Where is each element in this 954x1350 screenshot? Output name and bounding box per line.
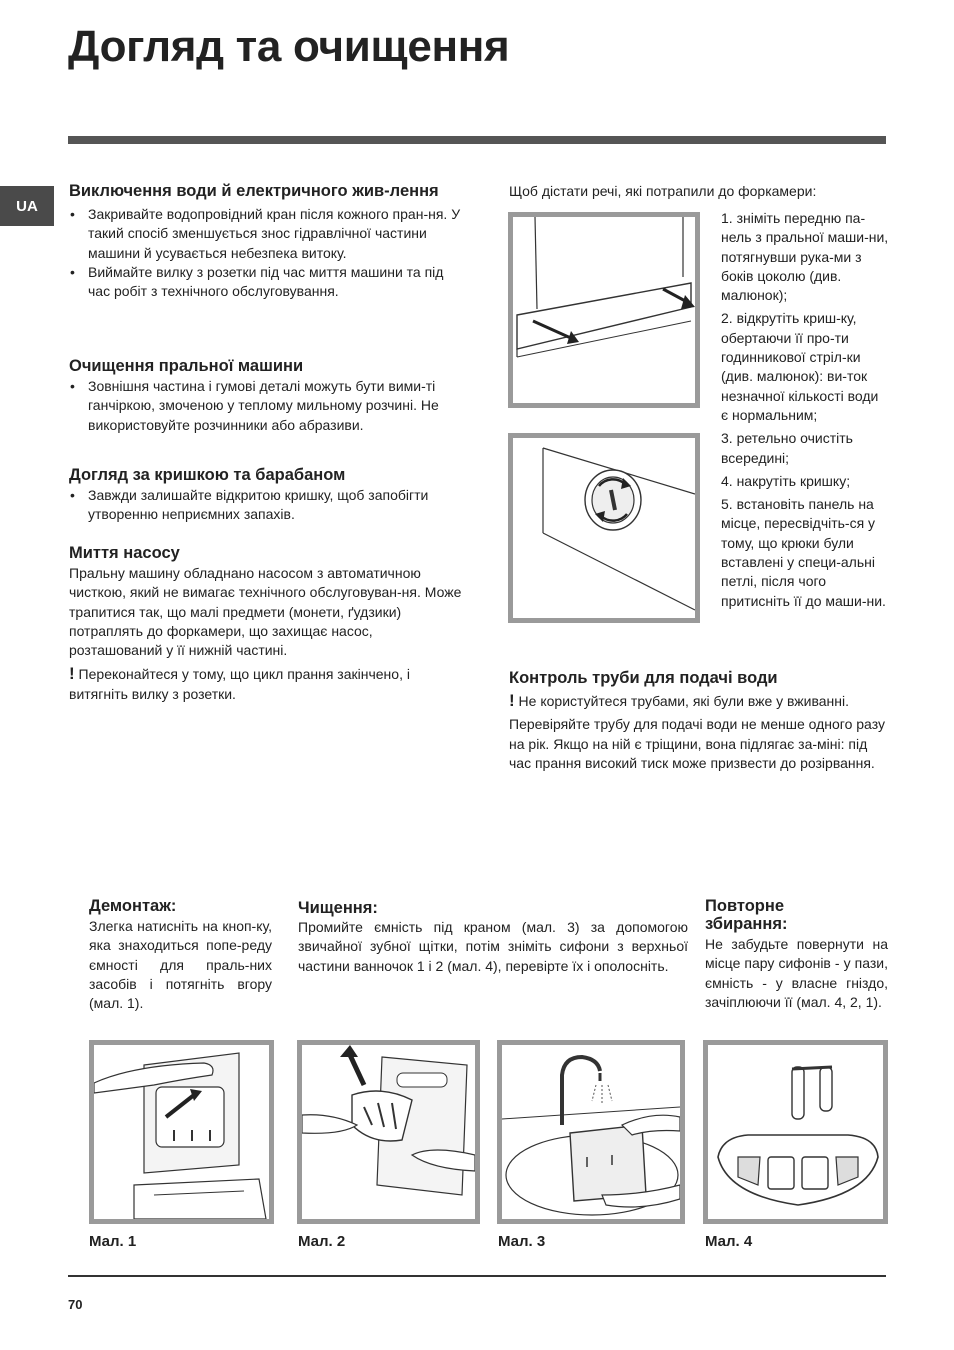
steps-list bbox=[721, 209, 889, 611]
figure-2 bbox=[297, 1040, 480, 1224]
figure-front-panel bbox=[508, 212, 700, 408]
figure-2-caption: Мал. 2 bbox=[298, 1233, 346, 1250]
warning-icon: ! bbox=[509, 691, 515, 710]
disassembly-text: Злегка натисніть на кноп-ку, яка знаходиться попе-реду ємності для праль-них засобів і потягніть вгору (мал. 1). bbox=[89, 918, 272, 1012]
bullet-list bbox=[69, 486, 461, 525]
rinse-under-tap-illustration bbox=[502, 1045, 680, 1219]
figure-1-caption: Мал. 1 bbox=[89, 1233, 137, 1250]
section-hose-check bbox=[509, 669, 889, 773]
section-heading: Догляд за кришкою та барабаном bbox=[69, 466, 346, 484]
bullet-list bbox=[69, 377, 461, 435]
hose-warning bbox=[509, 691, 889, 711]
figure-4-caption: Мал. 4 bbox=[705, 1233, 753, 1250]
section-heading: Миття насосу bbox=[69, 544, 180, 562]
reassembly-text: Не забудьте повернути на місце пару сифонів - у пази, ємність - у власне гніздо, зачіплюючи її (мал. 4, 2, 1). bbox=[705, 936, 888, 1010]
bullet-list bbox=[69, 205, 461, 301]
list-item: • Завжди залишайте відкритою кришку, щоб запобігти утворенню неприємних запахів. bbox=[69, 486, 461, 525]
page-title: Догляд та очищення bbox=[68, 22, 510, 71]
warning-text: Не користуйтеся трубами, які були вже у вживанні. bbox=[514, 693, 850, 709]
section-heading: Виключення води й електричного жив-лення bbox=[69, 182, 439, 200]
list-item: 2. відкрутіть криш-ку, обертаючи її про-ти годинникової стріл-ки (див. малюнок): ви-ток незначної кількості води є нормальним; bbox=[721, 310, 879, 423]
washing-text: Промийте ємність під краном (мал. 3) за допомогою звичайної зубної щітки, потім зніміть сифони з верхньої частини ванночок 1 і 2 (мал. 4), перевірте їх і ополосніть. bbox=[298, 919, 688, 974]
list-item: 4. накрутіть кришку; bbox=[721, 472, 851, 489]
list-item: 1. зніміть передню па-нель з пральної маши-ни, потягнувши рука-ми з боків цоколю (див. малюнок); bbox=[721, 210, 889, 304]
language-tab: UA bbox=[0, 186, 54, 226]
warning-icon: ! bbox=[69, 664, 75, 684]
warning-text: Переконайтеся у тому, що цикл прання закінчено, і витягніть вилку з розетки. bbox=[69, 666, 410, 702]
prechamber-intro: Щоб дістати речі, які потрапили до форкамери: bbox=[509, 183, 817, 199]
section-heading: Повторне збирання: bbox=[705, 897, 788, 933]
list-item: • Зовнішня частина і гумові деталі можуть бути вими-ті ганчіркою, змоченою у теплому мильному розчині. Не використовуйте розчинники або абразиви. bbox=[69, 377, 461, 435]
figure-3 bbox=[497, 1040, 685, 1224]
section-heading: Очищення пральної машини bbox=[69, 357, 304, 375]
drawer-removal-illustration bbox=[94, 1045, 269, 1219]
list-item: • Виймайте вилку з розетки під час миття машини та під час робіт з технічного обслуговування. bbox=[69, 263, 461, 302]
section-heading: Демонтаж: bbox=[89, 897, 177, 915]
prechamber-steps bbox=[721, 209, 889, 615]
pump-body-text: Пральну машину обладнано насосом з автоматичною чисткою, який не вимагає технічного обслуговуван-ня. Може трапитися так, що малі предмети (монети, ґудзики) потраплять до форкамери, що захищає насос, розташований у її нижній частині. bbox=[69, 565, 462, 659]
list-item: • Закривайте водопровідний кран після кожного пран-ня. У такий спосіб зменшується знос гідравлічної частини машини й усувається небезпека витоку. bbox=[69, 205, 461, 263]
section-heading: Контроль труби для подачі води bbox=[509, 669, 778, 687]
section-reassembly bbox=[705, 897, 888, 1012]
list-item: 3. ретельно очистіть всередині; bbox=[721, 430, 853, 466]
figure-1 bbox=[89, 1040, 274, 1224]
list-item: 5. встановіть панель на місце, пересвідчіть-ся у тому, що крюки були вставлені у специ-альні петлі, після чого притисніть її до маши-ни. bbox=[721, 496, 886, 609]
section-washing bbox=[298, 899, 688, 976]
section-lid-drum bbox=[69, 466, 461, 525]
page-number: 70 bbox=[68, 1297, 83, 1312]
front-panel-illustration bbox=[513, 217, 695, 403]
section-heading: Чищення: bbox=[298, 899, 378, 917]
section-pump bbox=[69, 544, 463, 704]
figure-3-caption: Мал. 3 bbox=[498, 1233, 546, 1250]
siphon-illustration bbox=[708, 1045, 883, 1219]
header-divider bbox=[68, 136, 886, 144]
figure-pump-cover bbox=[508, 433, 700, 623]
pump-cover-illustration bbox=[513, 438, 695, 618]
section-disassembly bbox=[89, 897, 272, 1013]
drawer-lift-illustration bbox=[302, 1045, 475, 1219]
footer-divider bbox=[68, 1275, 886, 1277]
hose-body-text: Перевіряйте трубу для подачі води не менше одного разу на рік. Якщо на ній є тріщини, вона підлягає за-міні: під час прання високий тиск може призвести до розірвання. bbox=[509, 716, 885, 771]
section-power-off bbox=[69, 182, 461, 301]
pump-warning bbox=[69, 664, 463, 704]
section-cleaning bbox=[69, 357, 461, 435]
figure-4 bbox=[703, 1040, 888, 1224]
